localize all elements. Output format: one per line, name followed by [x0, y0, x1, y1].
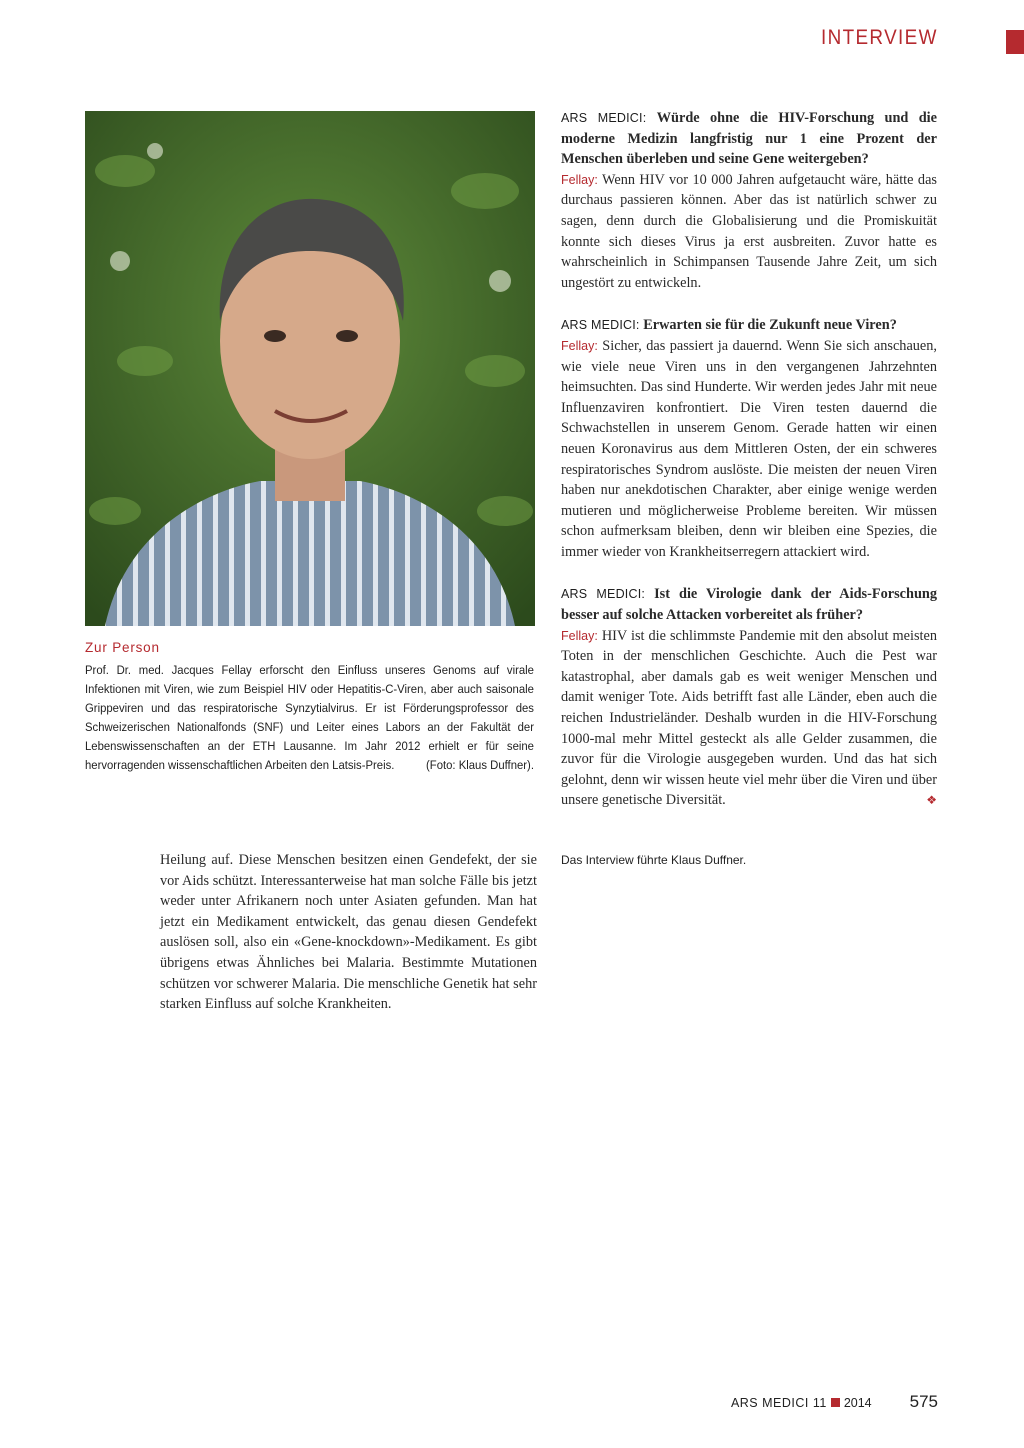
end-mark-icon: ❖ — [926, 793, 937, 808]
interview-column — [561, 108, 937, 833]
answer-text: Wenn HIV vor 10 000 Jahren aufgetaucht wäre, hätte das durchaus passieren können. Aber das ist natürlich schwer zu sagen, denn durch die Globalisierung und die Promiskuität konnte sich dieses Virus ja erst ausbreiten. Zuvor hatte es wahrscheinlich in Schimpansen Tausende Jahre Zeit, um sich ungestört zu entwickeln. — [561, 171, 937, 291]
question-text: Erwarten sie für die Zukunft neue Viren? — [643, 317, 897, 334]
qa-block — [561, 584, 937, 811]
question — [561, 315, 937, 336]
answer-text: HIV ist die schlimmste Pandemie mit den absolut meisten Toten in der menschlichen Geschichte. Auch die Pest war katastrophal, aber damals gab es weit weniger Menschen und damit weniger Tote. Aids betrifft fast alle Länder, eben auch die reichen Industrieländer. Deshalb wurden in die HIV-Forschung 1000-mal mehr Mittel gesteckt als alle Gelder zusammen, die zuvor für die Virologie ausgegeben wurden. Und das hat sich gelohnt, denn wir wissen heute viel mehr über die Viren und über unsere genetische Diversität. — [561, 627, 937, 809]
caption-body — [85, 661, 534, 775]
portrait-photo-icon — [85, 111, 535, 626]
question — [561, 108, 937, 170]
footer-square-icon — [831, 1398, 840, 1407]
answer — [561, 626, 937, 811]
question-text: Ist die Virologie dank der Aids-Forschung besser auf solche Attacken vorbereitet als früher? — [561, 586, 937, 624]
interview-credit: Das Interview führte Klaus Duffner. — [561, 853, 747, 867]
question-text: Würde ohne die HIV-Forschung und die moderne Medizin langfristig nur 1 eine Prozent der Menschen überleben und seine Gene weitergeben? — [561, 110, 937, 168]
interviewee-label: Fellay: — [561, 172, 598, 187]
interviewee-label: Fellay: — [561, 338, 598, 353]
section-marker — [1006, 30, 1024, 54]
person-caption — [85, 640, 535, 775]
page-footer — [731, 1392, 938, 1412]
answer — [561, 170, 937, 294]
qa-block — [561, 315, 937, 562]
section-label: INTERVIEW — [821, 26, 938, 49]
caption-text: Prof. Dr. med. Jacques Fellay erforscht den Einfluss unseres Genoms auf virale Infektionen mit Viren, wie zum Beispiel HIV oder Hepatitis-C-Viren, aber auch saisonale Grippeviren und das respiratorische Synzytialvirus. Er ist Förderungsprofessor des Schweizerischen Nationalfonds (SNF) und Leiter eines Labors an der Fakultät der Lebenswissenschaften an der ETH Lausanne. Im Jahr 2012 erhielt er für seine hervorragenden wissenschaftlichen Arbeiten den Latsis-Preis. — [85, 663, 534, 772]
continued-paragraph: Heilung auf. Diese Menschen besitzen einen Gendefekt, der sie vor Aids schützt. Interessanterweise hat man solche Fälle bis jetzt weder unter Afrikanern noch unter Asiaten gefunden. Man hat jetzt ein Medikament entwickelt, das genau diesen Gendefekt auslösen soll, also ein «Gene-knockdown»-Medikament. Es gibt übrigens etwas Ähnliches bei Malaria. Bestimmte Mutationen schützen vor schwerer Malaria. Die menschliche Genetik hat sehr starken Einfluss auf solche Krankheiten. — [160, 852, 537, 1013]
interviewee-label: Fellay: — [561, 628, 598, 643]
continued-text — [160, 850, 537, 1015]
qa-block — [561, 108, 937, 293]
journal-name: ARS MEDICI 11 — [730, 1396, 827, 1410]
caption-heading: Zur Person — [85, 640, 160, 655]
interviewer-label: ARS MEDICI: — [561, 587, 646, 602]
interviewer-label: ARS MEDICI: — [561, 111, 647, 125]
interviewer-label: ARS MEDICI: — [561, 318, 640, 333]
issue-year: 2014 — [843, 1396, 872, 1410]
answer-text: Sicher, das passiert ja dauernd. Wenn Sie sich anschauen, wie viele neue Viren uns in den vergangenen Jahrzehnten heimsuchten. Das sind Hunderte. Wir werden jedes Jahr mit neue Influenzaviren konfrontiert. Die Viren testen dauernd die Schwachstellen in unserem Genom. Gerade hatten wir einen neuen Koronavirus aus dem Mittleren Osten, der ein schweres respiratorisches Syndrom auslöste. Die meisten der neuen Viren haben nur anekdotischen Charakter, aber einige wenige werden mutieren und möglicherweise Probleme bereiten. Wir müssen schon aufmerksam bleiben, denn wir bleiben eine Spezies, die immer wieder von Krankheitserregern attackiert wird. — [561, 337, 938, 560]
photo-credit: (Foto: Klaus Duffner). — [426, 758, 534, 772]
question — [561, 584, 937, 625]
page-number: 575 — [909, 1392, 938, 1411]
portrait-photo — [85, 111, 535, 626]
answer — [561, 336, 937, 563]
